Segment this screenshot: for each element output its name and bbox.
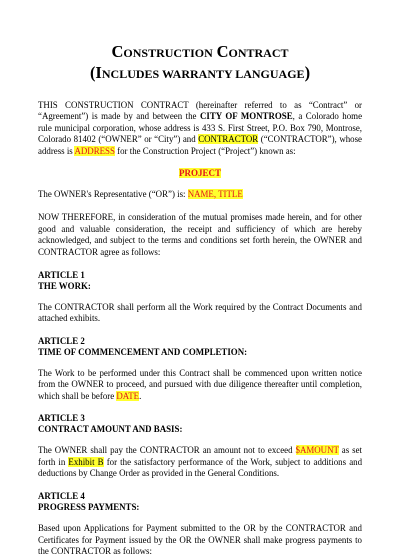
exhibit-placeholder: Exhibit B — [68, 456, 104, 467]
project-placeholder: PROJECT — [178, 168, 221, 179]
representative-line: The OWNER's Representative (“OR”) is: NAME, TITLE — [38, 189, 243, 200]
article-1-body: The CONTRACTOR shall perform all the Work required by the Contract Documents and attached exhibits. — [38, 302, 362, 324]
article-3-body: The OWNER shall pay the CONTRACTOR an amount not to exceed $AMOUNT as set forth in Exhibit B for the satisfactory performance of the Work, subject to additions and deductions by Change Order as provided in the General Conditions. — [38, 445, 363, 478]
article-2-body: The Work to be performed under this Contract shall be commenced upon written notice from the OWNER to proceed, and pursued with due diligence thereafter until completion, which shall be before DATE. — [38, 367, 362, 401]
intro-paragraph: THIS CONSTRUCTION CONTRACT (hereinafter referred to as “Contract” or “Agreement”) is made by and between the CITY OF MONTROSE, a Colorado home rule municipal corporation, whose address is 433 S. First Street, P.O. Box 790, Montrose, Colorado 81402 (“OWNER” or “City”) and CONTRACTOR (“CONTRACTOR”), whose address is ADDRESS for the Construction Project (“Project”) known as: — [38, 100, 363, 156]
document-title: CONSTRUCTION CONTRACT — [111, 42, 289, 61]
amount-placeholder: $AMOUNT — [295, 445, 339, 456]
article-1-heading: THE WORK: — [38, 281, 91, 292]
article-3-number: ARTICLE 3 — [38, 413, 85, 424]
representative-placeholder: NAME, TITLE — [187, 189, 243, 200]
date-placeholder: DATE — [116, 390, 140, 401]
article-2-number: ARTICLE 2 — [38, 335, 85, 346]
contractor-placeholder: CONTRACTOR — [198, 134, 259, 145]
article-4-heading: PROGRESS PAYMENTS: — [38, 502, 140, 513]
article-4-body: Based upon Applications for Payment submitted to the OR by the CONTRACTOR and Certificates for Payment issued by the OR the OWNER shall make progress payments to the CONTRACTOR as follows: — [38, 523, 362, 557]
owner-name: CITY OF MONTROSE — [199, 111, 293, 122]
address-placeholder: ADDRESS — [74, 145, 115, 156]
now-therefore-paragraph: NOW THEREFORE, in consideration of the mutual promises made herein, and for other good and valuable consideration, the receipt and sufficiency of which are hereby acknowledged, and subject to the terms and conditions set forth herein, the OWNER and CONTRACTOR agree as follows: — [38, 212, 362, 257]
document-subtitle: (INCLUDES WARRANTY LANGUAGE) — [89, 63, 311, 82]
article-3-heading: CONTRACT AMOUNT AND BASIS: — [38, 424, 183, 435]
article-4-number: ARTICLE 4 — [38, 491, 85, 502]
article-2-heading: TIME OF COMMENCEMENT AND COMPLETION: — [38, 346, 248, 357]
article-1-number: ARTICLE 1 — [38, 270, 85, 281]
project-line — [38, 168, 362, 179]
